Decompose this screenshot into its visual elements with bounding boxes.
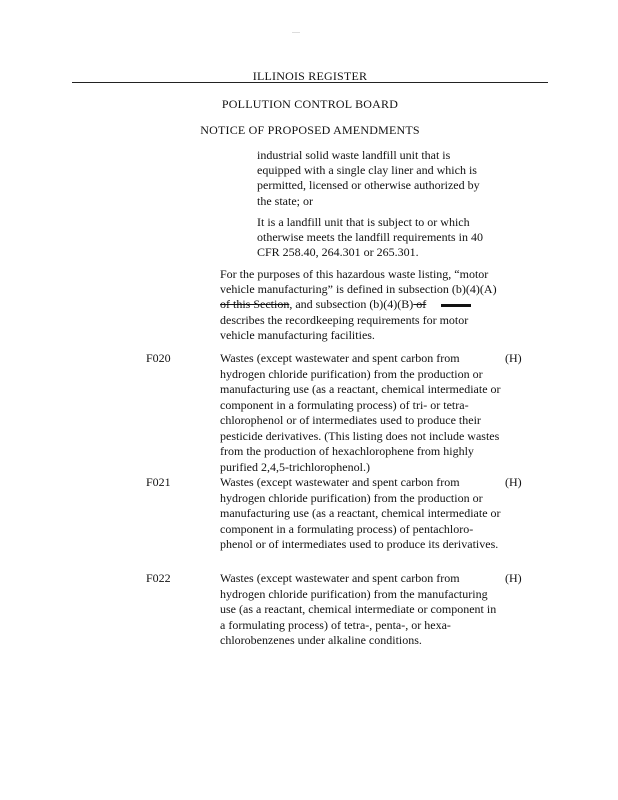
deleted-text-2: of (413, 297, 427, 312)
landfill-paragraph-2: It is a landfill unit that is subject to or which otherwise meets the landfill requirements in 40 CFR 258.40, 264.301 or 265.301. (257, 215, 483, 260)
listing-code-f022: F022 (146, 571, 171, 585)
definition-text-1: For the purposes of this hazardous waste listing, “motor vehicle manufacturing” is defined in subsection (b)(4)(A) (220, 267, 497, 297)
register-title: ILLINOIS REGISTER (252, 69, 368, 83)
listing-description-f020: Wastes (except wastewater and spent carbon from hydrogen chloride purification) from the production or manufacturing use (as a reactant, chemical intermediate or component in a formulating process) of tri- or tetra-chlorophenol or of intermediates used to produce their pesticide derivatives. (This listing does not include wastes from the production of hexachlorophene from highly purified 2,4,5-trichlorophenol.) (220, 351, 501, 474)
hazard-code-f022: (H) (505, 571, 522, 585)
hazard-code-f021: (H) (505, 475, 522, 489)
definition-paragraph (220, 267, 498, 343)
listing-code-f021: F021 (146, 475, 171, 489)
scan-speck (292, 32, 300, 33)
hazard-code-f020: (H) (505, 351, 522, 365)
listing-description-f022: Wastes (except wastewater and spent carbon from hydrogen chloride purification) from the manufacturing use (as a reactant, chemical intermediate or component in a formulating process) of tetra-, penta-, or hexa-chlorobenzenes under alkaline conditions. (220, 571, 497, 647)
landfill-paragraph-1: industrial solid waste landfill unit that is equipped with a single clay liner and which is permitted, licensed or otherwise authorized by the state; or (257, 148, 480, 208)
redaction-mark (441, 304, 471, 307)
deleted-text-1: of this Section (220, 297, 290, 312)
notice-title: NOTICE OF PROPOSED AMENDMENTS (200, 123, 420, 137)
listing-description-f021: Wastes (except wastewater and spent carbon from hydrogen chloride purification) from the production or manufacturing use (as a reactant, chemical intermediate or component in a formulating process) of pentachloro-phenol or of intermediates used to produce its derivatives. (220, 475, 501, 551)
definition-text-3: describes the recordkeeping requirements for motor vehicle manufacturing facilities. (220, 312, 469, 342)
board-title: POLLUTION CONTROL BOARD (221, 97, 399, 111)
definition-text-2: , and subsection (b)(4)(B) (289, 297, 414, 312)
listing-code-f020: F020 (146, 351, 171, 365)
